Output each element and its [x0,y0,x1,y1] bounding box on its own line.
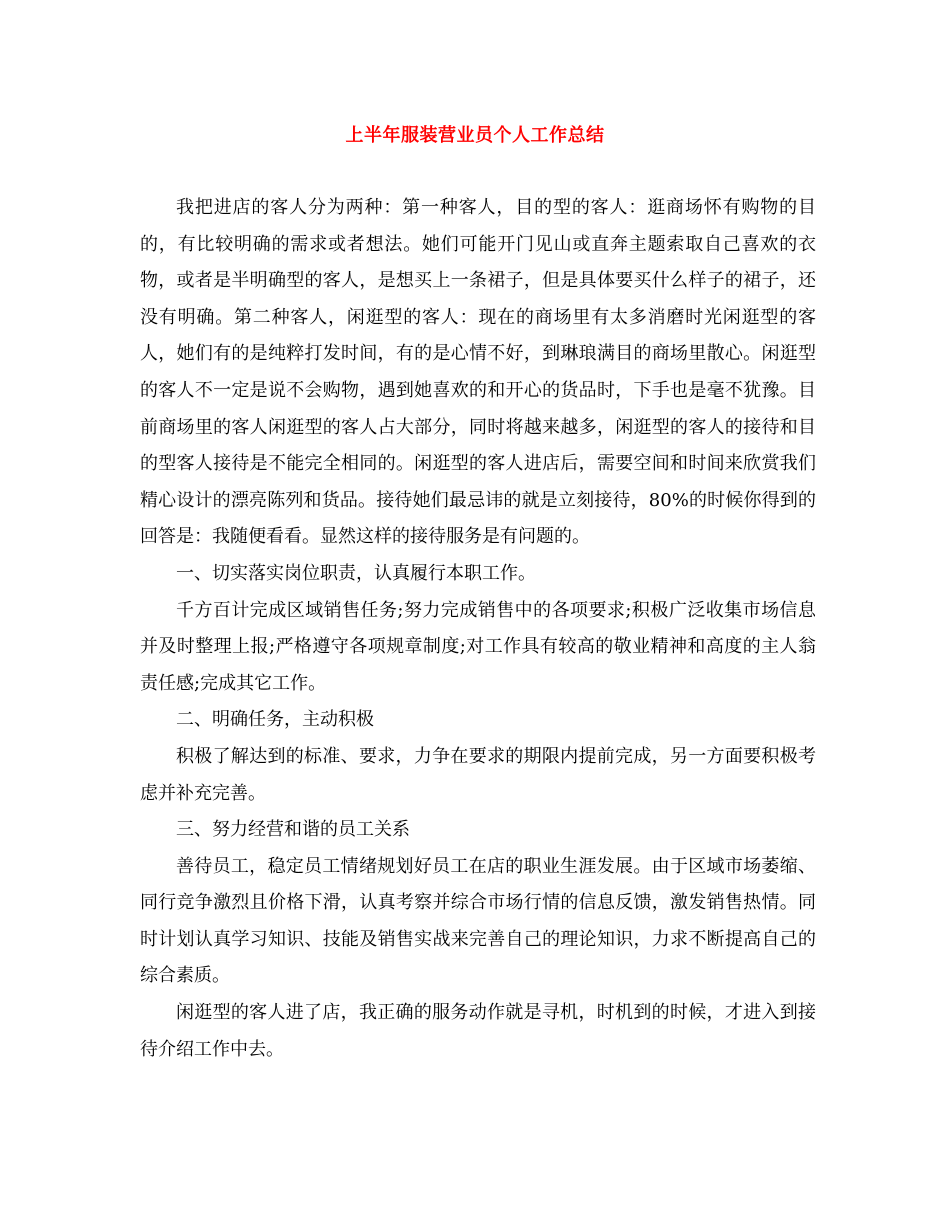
section-heading-2: 二、明确任务，主动积极 [176,709,374,731]
paragraph-tasks: 积极了解达到的标准、要求，力争在要求的期限内提前完成，另一方面要积极考虑并补充完善。 [140,745,816,804]
paragraph-customer-types: 我把进店的客人分为两种：第一种客人，目的型的客人：逛商场怀有购物的目的，有比较明确的需求或者想法。她们可能开门见山或直奔主题索取自己喜欢的衣物，或者是半明确型的客人，是想买上一条裙子，但是具体要买什么样子的裙子，还没有明确。第二种客人，闲逛型的客人：现在的商场里有太多消磨时光闲逛型的客人，她们有的是纯粹打发时间，有的是心情不好，到琳琅满目的商场里散心。闲逛型的客人不一定是说不会购物，遇到她喜欢的和开心的货品时，下手也是毫不犹豫。目前商场里的客人闲逛型的客人占大部分，同时将越来越多，闲逛型的客人的接待和目的型客人接待是不能完全相同的。闲逛型的客人进店后，需要空间和时间来欣赏我们精心设计的漂亮陈列和货品。接待她们最忌讳的就是立刻接待，80%的时候你得到的回答是：我随便看看。显然这样的接待服务是有问题的。 [140,197,816,548]
document-body [140,190,816,1068]
paragraph-duties: 千方百计完成区域销售任务;努力完成销售中的各项要求;积极广泛收集市场信息并及时整理上报;严格遵守各项规章制度;对工作具有较高的敬业精神和高度的主人翁责任感;完成其它工作。 [140,599,816,694]
document-title: 上半年服装营业员个人工作总结 [345,125,605,146]
paragraph-staff-relations: 善待员工，稳定员工情绪规划好员工在店的职业生涯发展。由于区域市场萎缩、同行竞争激烈且价格下滑，认真考察并综合市场行情的信息反馈，激发销售热情。同时计划认真学习知识、技能及销售实战来完善自己的理论知识，力求不断提高自己的综合素质。 [140,855,816,987]
section-heading-1: 一、切实落实岗位职责，认真履行本职工作。 [176,562,536,584]
paragraph-closing: 闲逛型的客人进了店，我正确的服务动作就是寻机，时机到的时候，才进入到接待介绍工作中去。 [140,1002,816,1060]
section-heading-3: 三、努力经营和谐的员工关系 [176,819,410,841]
